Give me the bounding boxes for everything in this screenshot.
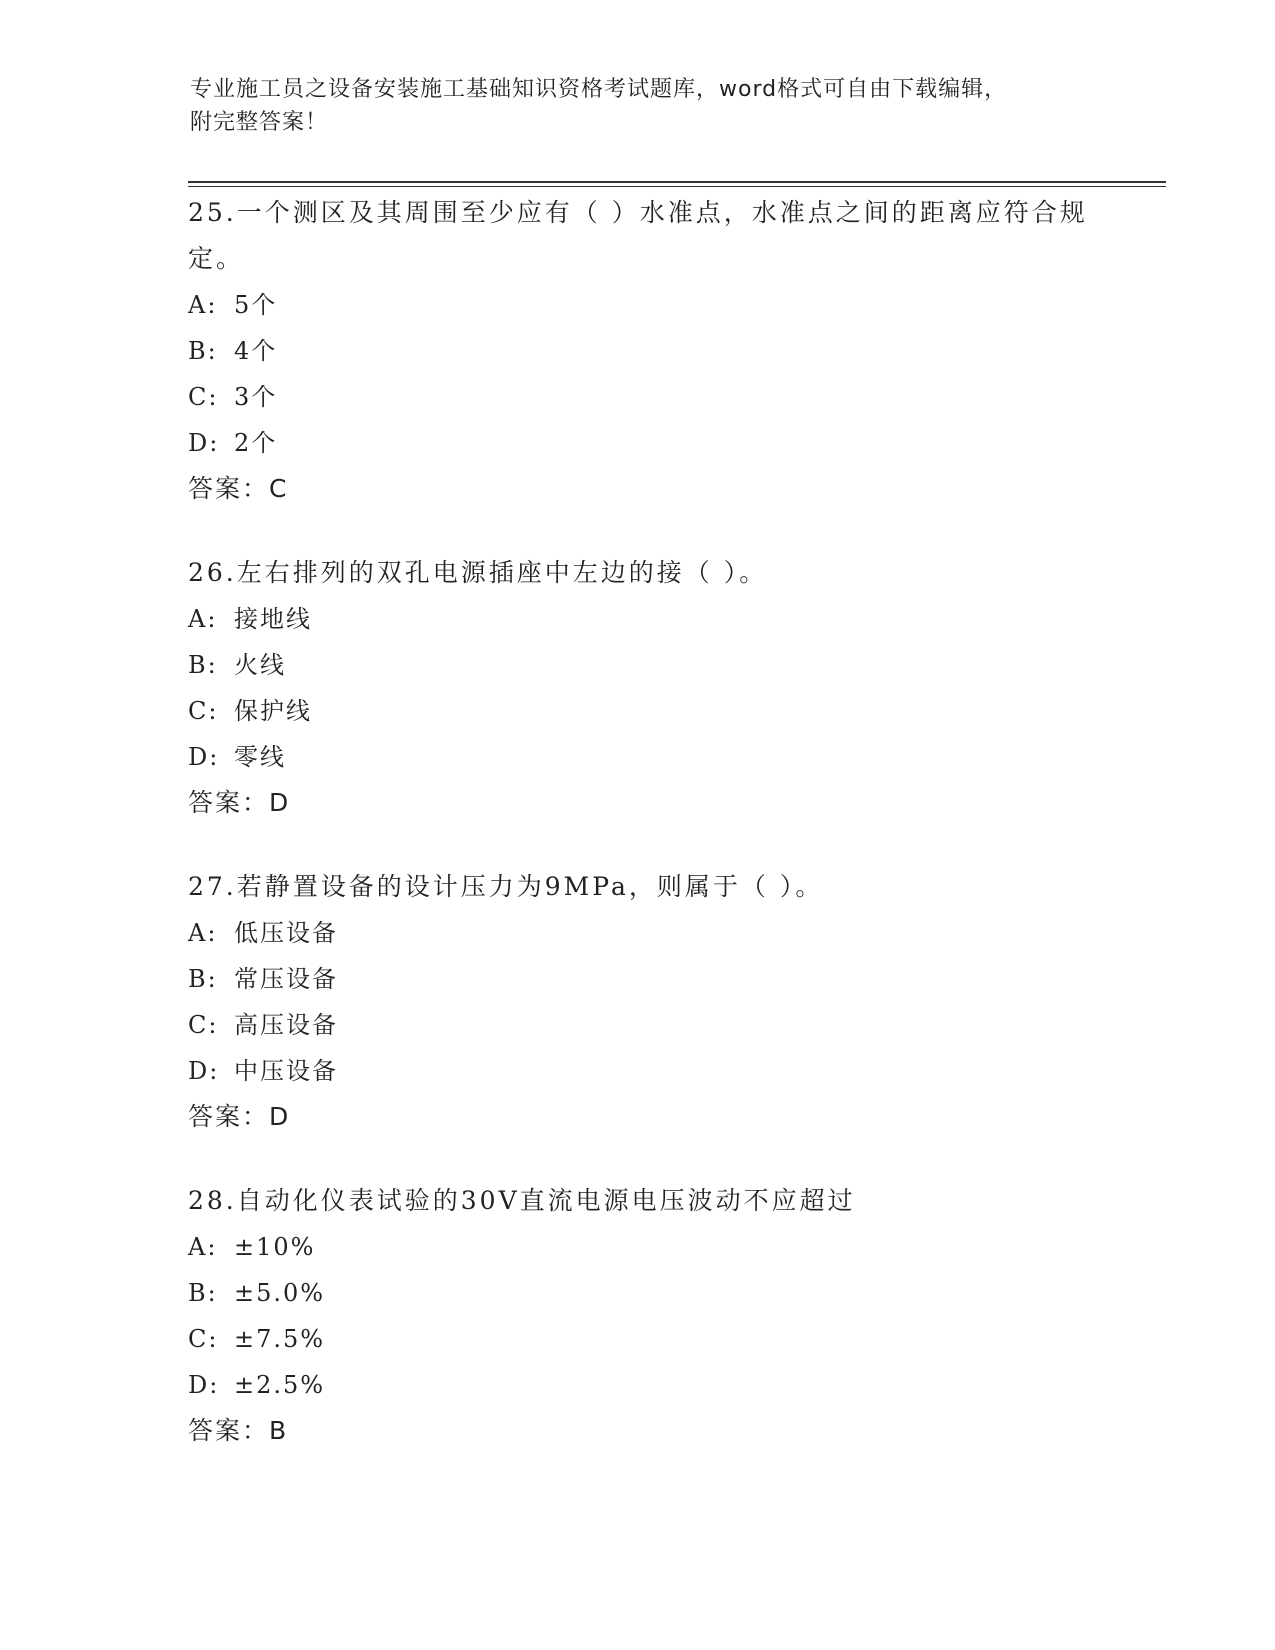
option-text: 接地线: [234, 605, 312, 633]
answer-line: 答案：C: [188, 474, 289, 503]
option-text: ±10%: [234, 1233, 316, 1261]
option-text: 常压设备: [234, 965, 338, 993]
option-key: C:: [188, 383, 219, 411]
option-d: [188, 1048, 1088, 1094]
option-key: B:: [188, 337, 218, 365]
option-key: D:: [188, 1057, 220, 1085]
answer-line: 答案：D: [188, 788, 291, 817]
option-text: 中压设备: [234, 1057, 338, 1085]
option-key: A:: [188, 291, 218, 319]
option-key: D:: [188, 1371, 220, 1399]
option-d: [188, 1362, 1088, 1408]
option-c: [188, 1002, 1088, 1048]
option-key: C:: [188, 1325, 219, 1353]
option-key: B:: [188, 651, 218, 679]
option-text: 零线: [234, 743, 286, 771]
question-stem: 25.一个测区及其周围至少应有（ ）水准点，水准点之间的距离应符合规定。: [188, 198, 1088, 273]
option-d: [188, 734, 1088, 780]
option-a: [188, 910, 1088, 956]
option-text: ±5.0%: [234, 1279, 326, 1307]
option-b: [188, 956, 1088, 1002]
question-stem: 27.若静置设备的设计压力为9MPa，则属于（ ）。: [188, 872, 824, 901]
answer-line: 答案：B: [188, 1416, 289, 1445]
option-text: 火线: [234, 651, 286, 679]
option-key: A:: [188, 605, 218, 633]
option-a: [188, 596, 1088, 642]
option-a: [188, 1224, 1088, 1270]
option-text: ±2.5%: [234, 1371, 326, 1399]
option-text: 2个: [234, 429, 278, 457]
option-b: [188, 1270, 1088, 1316]
option-text: 高压设备: [234, 1011, 338, 1039]
option-a: [188, 282, 1088, 328]
option-c: [188, 1316, 1088, 1362]
header-line-2: 附完整答案！: [190, 110, 329, 135]
option-d: [188, 420, 1088, 466]
question-28: [188, 1178, 1088, 1454]
option-c: [188, 374, 1088, 420]
option-text: 4个: [234, 337, 278, 365]
option-text: 3个: [234, 383, 278, 411]
option-key: B:: [188, 965, 218, 993]
option-c: [188, 688, 1088, 734]
option-key: C:: [188, 1011, 219, 1039]
question-list: [188, 190, 1088, 1492]
document-header: [190, 73, 1090, 139]
question-26: [188, 550, 1088, 826]
question-stem: 28.自动化仪表试验的30V直流电源电压波动不应超过: [188, 1186, 856, 1215]
option-b: [188, 328, 1088, 374]
option-key: D:: [188, 429, 220, 457]
option-text: 保护线: [234, 697, 312, 725]
option-text: ±7.5%: [234, 1325, 326, 1353]
question-27: [188, 864, 1088, 1140]
option-key: D:: [188, 743, 220, 771]
option-text: 低压设备: [234, 919, 338, 947]
header-line-1: 专业施工员之设备安装施工基础知识资格考试题库，word格式可自由下载编辑，: [190, 77, 1008, 102]
question-stem: 26.左右排列的双孔电源插座中左边的接（ ）。: [188, 558, 768, 587]
option-key: A:: [188, 919, 218, 947]
option-b: [188, 642, 1088, 688]
option-key: B:: [188, 1279, 218, 1307]
option-key: C:: [188, 697, 219, 725]
option-key: A:: [188, 1233, 218, 1261]
header-divider: [188, 181, 1166, 187]
option-text: 5个: [234, 291, 278, 319]
question-25: [188, 190, 1088, 512]
answer-line: 答案：D: [188, 1102, 291, 1131]
